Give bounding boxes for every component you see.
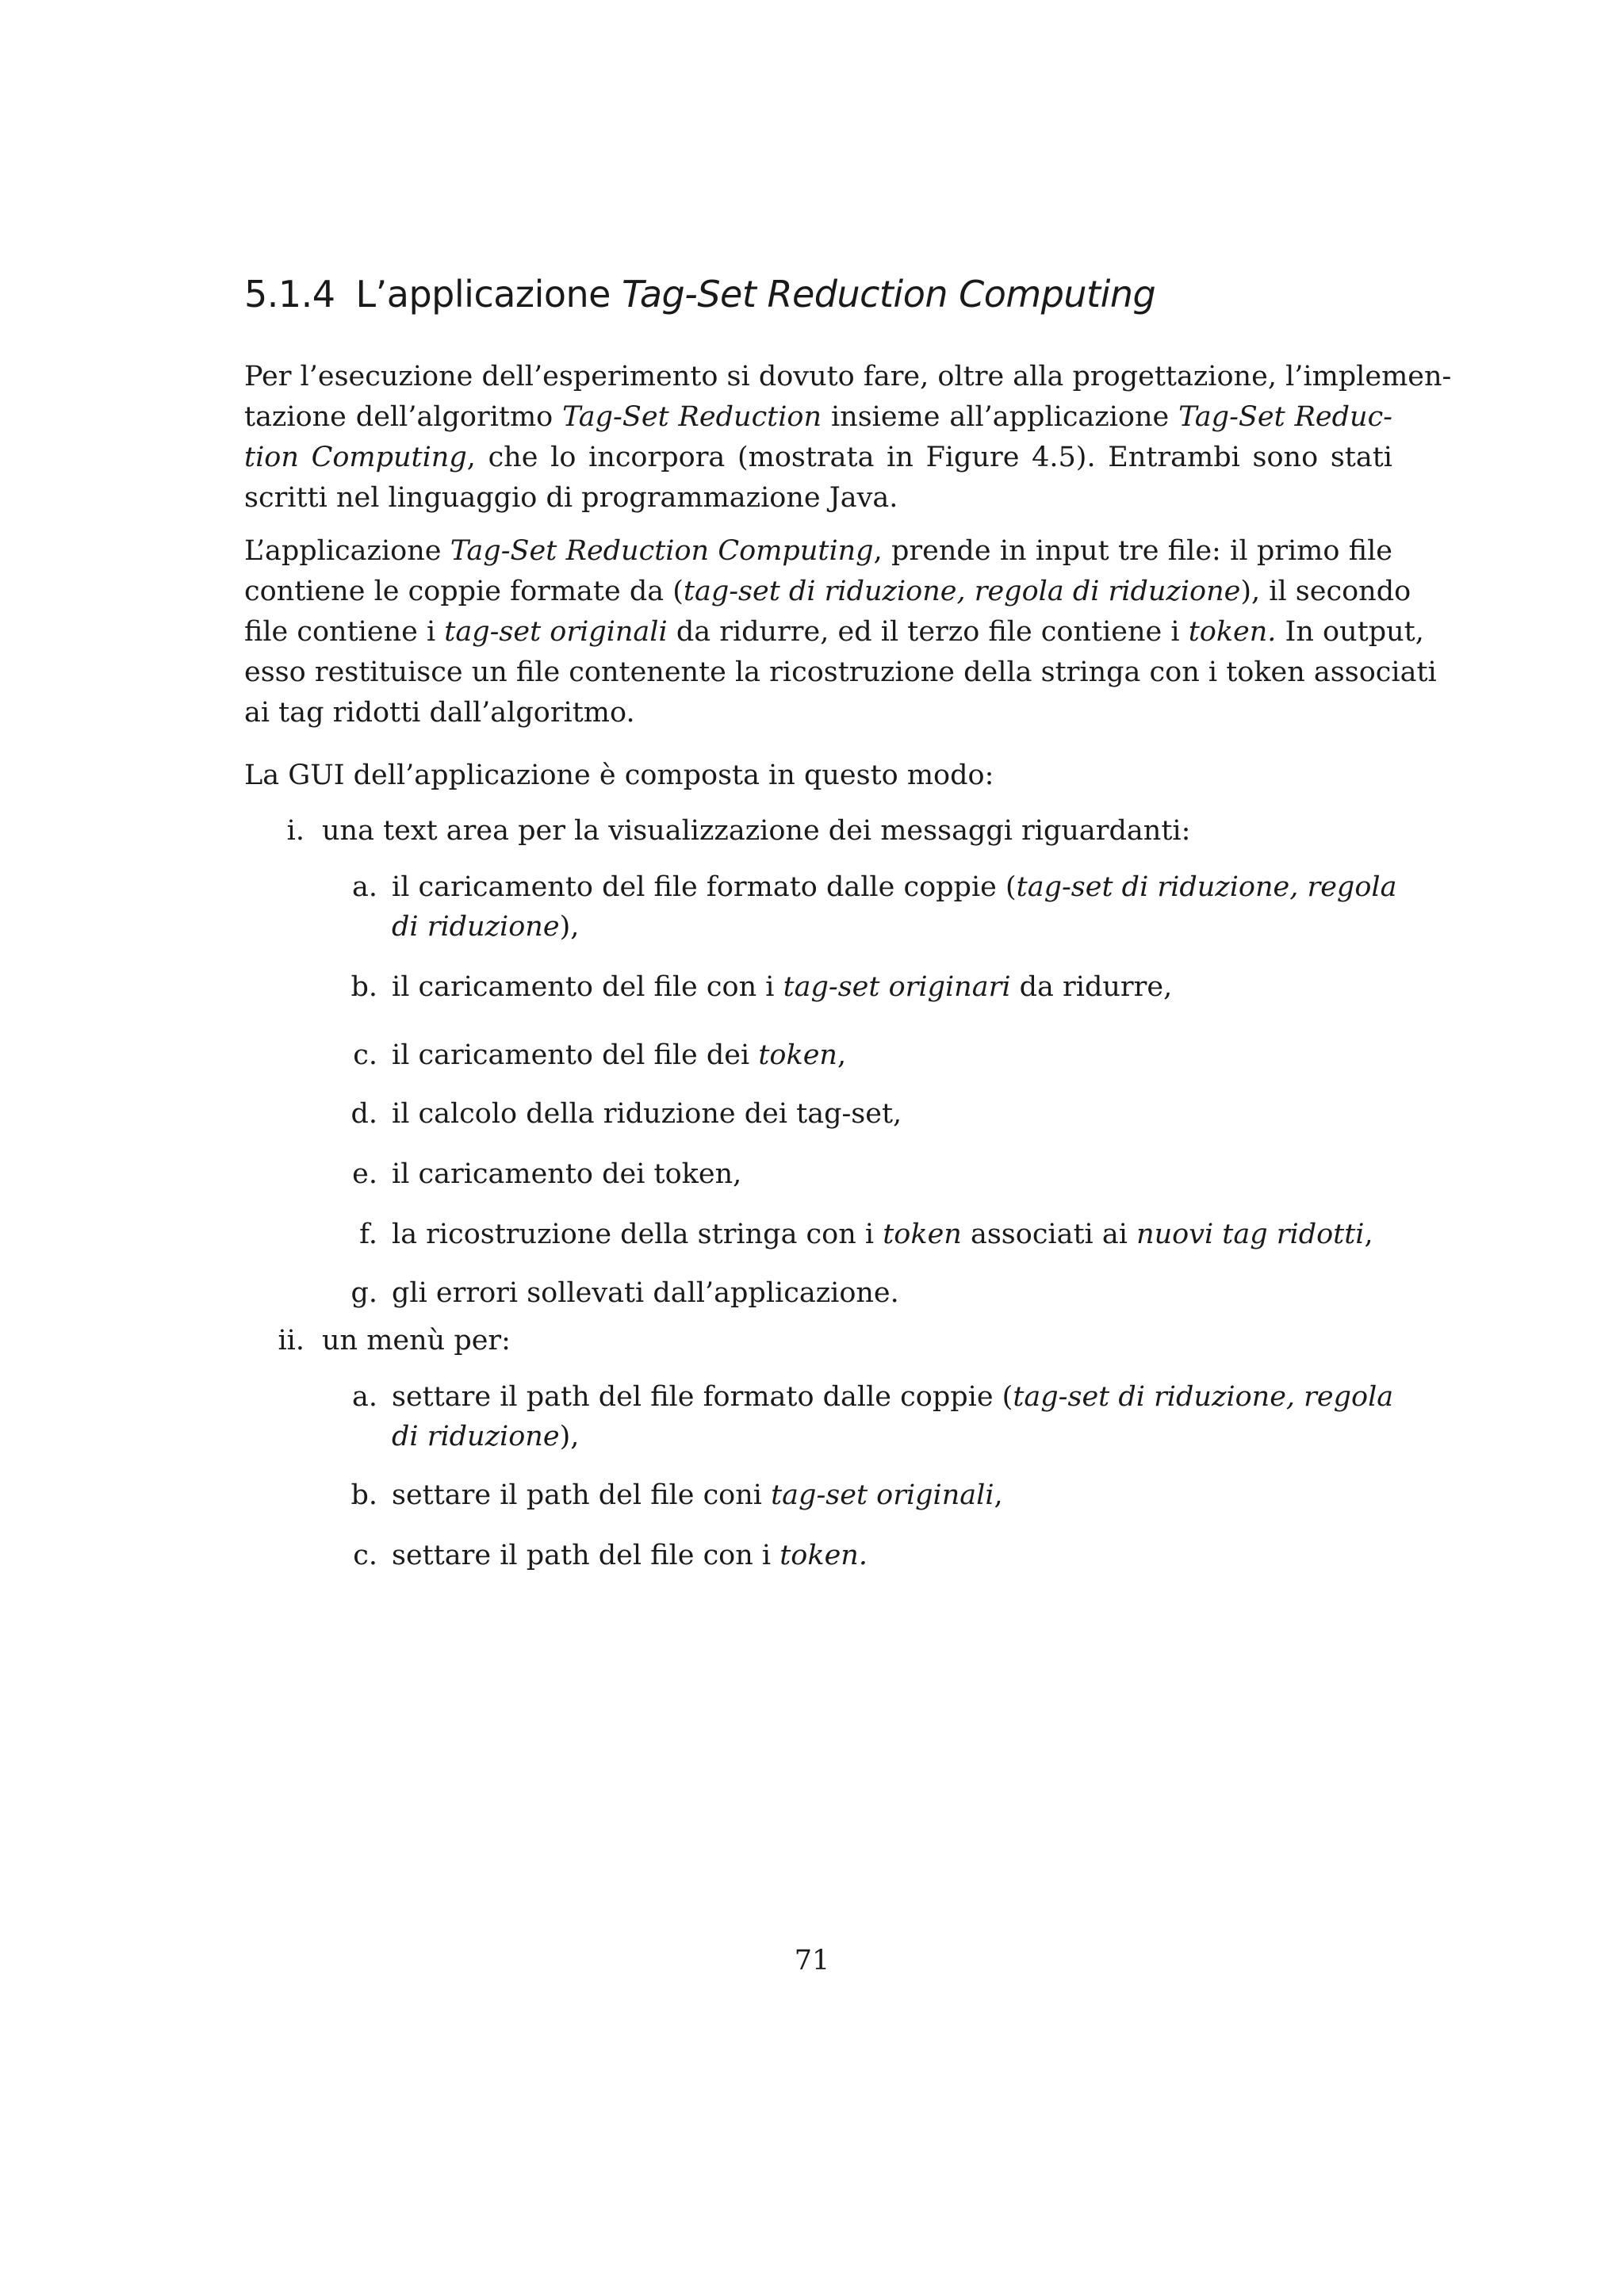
text-line: ai tag ridotti dall’algoritmo.	[244, 697, 635, 729]
list-ii-label-b: b.	[350, 1479, 377, 1511]
list-ii-item-b	[392, 1475, 1003, 1515]
list-i-item-d	[392, 1094, 902, 1134]
italic-text: tag-set di riduzione, regola	[1016, 871, 1397, 903]
section-number: 5.1.4	[244, 273, 335, 316]
list-i-item-b	[392, 967, 1172, 1007]
italic-text: token	[758, 1039, 837, 1071]
text-segment: gli errori sollevati dall’applicazione.	[392, 1277, 899, 1309]
italic-text: token	[883, 1219, 962, 1250]
italic-text: tag-set originari	[783, 971, 1011, 1003]
italic-text: nuovi tag ridotti	[1136, 1219, 1365, 1250]
italic-text: token.	[779, 1540, 868, 1571]
section-heading	[244, 270, 1155, 319]
list-label-ii: ii.	[278, 1325, 304, 1357]
list-i-label-e: e.	[352, 1158, 377, 1190]
list-ii-label-a: a.	[352, 1381, 377, 1413]
italic-text: token.	[1188, 616, 1277, 648]
italic-text: tag-set di riduzione, regola di riduzione	[683, 576, 1241, 607]
list-text-ii: un menù per:	[322, 1325, 511, 1357]
italic-text: tion Computing	[244, 442, 467, 473]
text-segment: il caricamento del file dei	[392, 1039, 759, 1071]
text-segment: da ridurre,	[1010, 971, 1173, 1003]
list-i-label-b: b.	[350, 971, 377, 1003]
page-number: 71	[794, 1945, 830, 1976]
list-ii-label-c: c.	[353, 1540, 377, 1571]
section-title-italic: Tag-Set Reduction Computing	[622, 273, 1156, 316]
italic-text: tag-set originali	[771, 1479, 994, 1511]
text-line	[244, 612, 1424, 652]
italic-text: tag-set di riduzione, regola	[1013, 1381, 1394, 1413]
list-i-item-c	[392, 1035, 846, 1075]
text-segment: contiene le coppie formate da (	[244, 576, 684, 607]
list-i-item-g	[392, 1273, 899, 1313]
list-i-item-a	[392, 867, 1396, 907]
list-i-label-c: c.	[353, 1039, 377, 1071]
text-line: scritti nel linguaggio di programmazione Java.	[244, 482, 898, 514]
list-i-item-f	[392, 1215, 1373, 1254]
text-segment: ),	[559, 1421, 580, 1452]
list-ii-item-c	[392, 1536, 868, 1575]
list-i-label-g: g.	[350, 1277, 377, 1309]
paragraph-gui: La GUI dell’applicazione è composta in questo modo:	[244, 760, 994, 791]
text-segment: ),	[559, 911, 580, 943]
text-segment: In output,	[1276, 616, 1424, 648]
list-label-i: i.	[286, 815, 304, 847]
text-line: Per l’esecuzione dell’esperimento si dovuto fare, oltre alla progettazione, l’implemen-	[244, 361, 1452, 392]
text-segment: il caricamento del file formato dalle coppie (	[392, 871, 1017, 903]
text-segment: ,	[1364, 1219, 1373, 1250]
list-i-label-d: d.	[350, 1098, 377, 1130]
text-segment: settare il path del file coni	[392, 1479, 772, 1511]
text-segment: tazione dell’algoritmo	[244, 401, 563, 433]
list-i-label-a: a.	[352, 871, 377, 903]
list-i-item-e	[392, 1154, 741, 1194]
list-text-i: una text area per la visualizzazione dei messaggi riguardanti:	[322, 815, 1191, 847]
list-i-label-f: f.	[359, 1219, 377, 1250]
section-title: L’applicazione	[355, 273, 622, 316]
list-i-item-a-continued	[392, 907, 579, 947]
text-segment: il caricamento dei token,	[392, 1158, 742, 1190]
list-ii-item-a-continued	[392, 1417, 579, 1456]
text-segment: settare il path del file formato dalle coppie (	[392, 1381, 1013, 1413]
text-segment: file contiene i	[244, 616, 445, 648]
text-segment: L’applicazione	[244, 535, 450, 567]
text-segment: , che lo incorpora (mostrata in Figure 4.5). Entrambi sono stati	[466, 442, 1392, 473]
text-segment: da ridurre, ed il terzo file contiene i	[667, 616, 1189, 648]
italic-text: Tag-Set Reduction	[562, 401, 822, 433]
italic-text: Tag-Set Reduc-	[1178, 401, 1393, 433]
text-segment: ,	[994, 1479, 1003, 1511]
text-segment: associati ai	[961, 1219, 1137, 1250]
text-segment: il calcolo della riduzione dei tag-set,	[392, 1098, 902, 1130]
text-segment: la ricostruzione della stringa con i	[392, 1219, 883, 1250]
text-line: esso restituisce un file contenente la ricostruzione della stringa con i token associati	[244, 656, 1437, 688]
list-ii-item-a	[392, 1377, 1393, 1417]
italic-text: di riduzione	[392, 1421, 560, 1452]
text-segment: ,	[837, 1039, 847, 1071]
text-line	[244, 531, 1392, 571]
text-segment: insieme all’applicazione	[822, 401, 1179, 433]
text-segment: , prende in input tre file: il primo file	[873, 535, 1392, 567]
text-segment: il caricamento del file con i	[392, 971, 783, 1003]
text-line	[244, 397, 1392, 437]
italic-text: tag-set originali	[444, 616, 668, 648]
text-line	[244, 438, 1392, 477]
text-line	[244, 572, 1411, 611]
italic-text: di riduzione	[392, 911, 560, 943]
text-segment: ), il secondo	[1240, 576, 1411, 607]
text-segment: settare il path del file con i	[392, 1540, 780, 1571]
italic-text: Tag-Set Reduction Computing	[450, 535, 874, 567]
